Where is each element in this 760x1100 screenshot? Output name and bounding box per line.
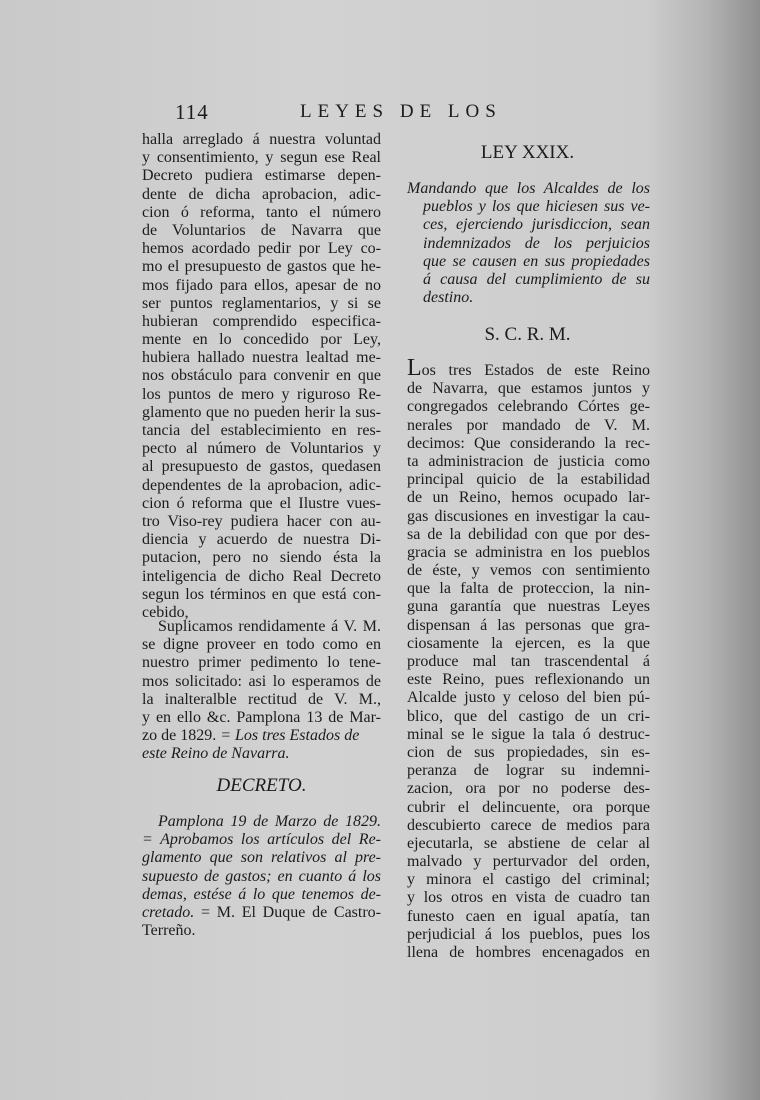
italic-text: = Los tres Estados de [220,727,360,745]
text-line: de Voluntarios de Navarra que [142,221,381,239]
text-line: congregados celebrando Córtes ge- [407,398,650,416]
text-line: Terreño. [142,922,196,940]
text-line: mos fijado para ellos, apesar de no [142,276,381,294]
running-head: LEYES DE LOS [300,101,502,122]
text-line: dispensan á las personas que gra- [407,616,650,634]
text-line: á causa del cumplimiento de su [423,270,650,288]
text-line: gas discusiones en investigar la cau- [407,507,650,525]
text-line: cion de sus propiedades, sin es- [407,743,650,761]
text-line: la inalteralble rectitud de V. M., [142,690,381,708]
text-line: de un Reino, hemos ocupado lar- [407,489,650,507]
text-line: tancia del establecimiento en res- [142,422,381,439]
italic-text: = Aprobamos los artículos del Re- [142,831,381,849]
text-line: ces, ejerciendo jurisdiccion, sean [423,216,650,234]
text-line: principal quicio de la estabilidad [407,471,650,489]
text-line: descubierto carece de medios para [407,816,650,834]
text-line: perjudicial á los pueblos, pues los [407,925,650,943]
text-line: al presupuesto de gastos, quedasen [142,458,381,476]
text-line: cebido, [142,603,189,621]
text-line: ta administracion de justicia como [407,452,650,470]
text-line: ciosamente la ejercen, es la que [407,634,650,652]
text-line: funesto caen en igual apatía, tan [407,907,650,925]
italic-text: Pamplona 19 de Marzo de 1829. [158,813,381,830]
text-line: y minora el castigo del criminal; [407,871,650,889]
text-line: pecto al número de Voluntarios y [142,440,381,458]
text-line: indemnizados de los perjuicios [423,234,650,252]
text-line: Los tres Estados de este Reino [407,355,650,381]
text-line: glamento que no pueden herir la sus- [142,403,381,421]
text-line: inteligencia de dicho Real Decreto [142,567,381,585]
text-line: gracia se administra en los pueblos [407,543,650,561]
italic-text: glamento que son relativos al pre- [142,849,381,867]
text-line: se digne proveer en todo como en [142,636,381,654]
law-summary [407,180,650,307]
text-line: dependentes de la aprobacion, adic- [142,476,381,494]
decree-text [142,813,381,940]
text-line [142,813,381,831]
left-paragraph-2 [142,618,381,764]
text-line: que la falta de proteccion, la nin- [407,580,650,598]
text-line: blico, que del castigo de un cri- [407,707,650,725]
text-line: nerales por mandado de V. M. [407,416,650,434]
text-line: sa de la debilidad con que por des- [407,525,650,543]
italic-text: cretado. [142,903,195,921]
salutation: S. C. R. M. [484,324,571,345]
text-line: hemos acordado pedir por Ley co- [142,240,381,258]
text-line: mente en lo concedido por Ley, [142,331,381,349]
text-line: nos obstáculo para convenir en que [142,367,381,385]
text-line: de éste, y vemos con sentimiento [407,562,650,580]
text-line: produce mal tan trascendental á [407,653,650,670]
text-line: destino. [423,289,474,307]
text-line: llena de hombres encenagados en [407,944,650,961]
text-line [142,727,381,745]
roman-text: = M. El Duque de Castro- [194,903,381,921]
decree-heading: DECRETO. [216,775,307,796]
left-paragraph-1 [142,131,381,622]
text-line: Decreto pudiera estimarse depen- [142,167,381,185]
text-line: putacion, pero no siendo ésta la [142,549,381,567]
text-line: malvado y perturvador del orden, [407,853,650,871]
text-line: Alcalde justo y celoso del bien pú- [407,689,650,707]
text-line: nuestro primer pedimento lo tene- [142,654,381,672]
italic-text: supuesto de gastos; en cuanto á los [142,867,381,885]
text-line [142,849,381,867]
text-line: ser puntos reglamentarios, y si se [142,294,381,312]
text-line: segun los términos en que está con- [142,585,381,603]
text-line: que se causen en sus propiedades [423,252,650,270]
text-line: minal se le sigue la tala ó destruc- [407,725,650,743]
text-line: hubieran comprendido especifica- [142,312,381,330]
text-line: peranza de lograr su indemni- [407,762,650,780]
text-line: y consentimiento, y segun ese Real [142,149,381,167]
italic-text: este Reino de Navarra. [142,745,290,763]
text-line: pueblos y los que hiciesen sus ve- [423,198,650,216]
text-line: guna garantía que nuestras Leyes [407,598,650,616]
text-line [142,868,381,886]
text-line: halla arreglado á nuestra voluntad [142,131,381,148]
text-line: ejecutarla, se abstiene de celar al [407,834,650,852]
text-line [142,904,381,922]
text-line: los puntos de mero y riguroso Re- [142,385,381,403]
drop-cap: L [407,355,422,381]
text-line: cion ó reforma, tanto el número [142,203,381,221]
text-line [142,886,381,904]
text-line: decimos: Que considerando la rec- [407,434,650,452]
law-body [407,355,650,962]
page-number: 114 [175,100,209,124]
text-line: zacion, ora por no poderse des- [407,780,650,798]
law-title: LEY XXIX. [480,142,575,163]
text-line: diencia y acuerdo de nuestra Di- [142,531,381,549]
text-line: dente de dicha aprobacion, adic- [142,185,381,203]
text-line: mos solicitado: asi lo esperamos de [142,672,381,690]
text-line: Suplicamos rendidamente á V. M. [158,618,381,635]
text-line: este Reino, pues reflexionando un [407,671,650,689]
text-line: mo el presupuesto de gastos que he- [142,258,381,276]
text-line [142,745,381,763]
text-line: tro Viso-rey pudiera hacer con au- [142,512,381,530]
text-line: cubrir el delincuente, ora porque [407,798,650,816]
text-line: y los otros en vista de cuadro tan [407,889,650,907]
text-line: Mandando que los Alcaldes de los [407,180,650,197]
text-line: y en ello &c. Pamplona 13 de Mar- [142,708,381,726]
text-line: cion ó reforma que el Ilustre vues- [142,494,381,512]
text-line [142,831,381,849]
italic-text: demas, estése á lo que tenemos de- [142,885,381,903]
text-line: hubiera hallado nuestra lealtad me- [142,349,381,367]
text-line: de Navarra, que estamos juntos y [407,380,650,398]
roman-text: zo de 1829. [142,727,221,745]
